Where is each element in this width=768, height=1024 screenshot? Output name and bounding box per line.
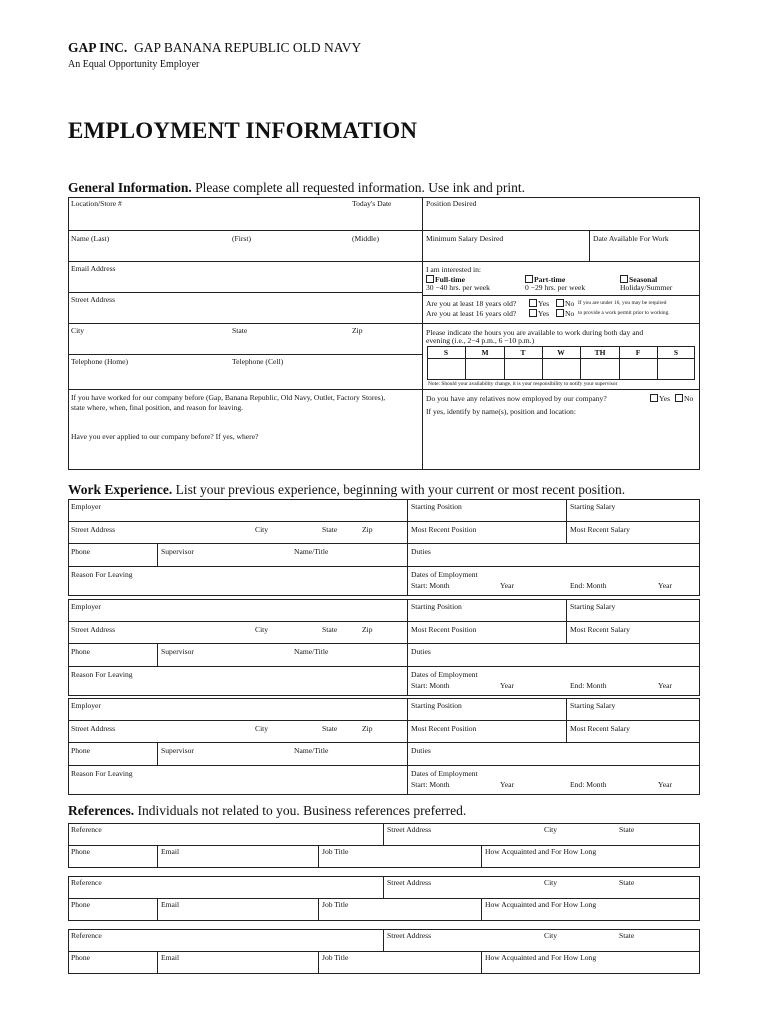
day-sunday: S — [443, 348, 449, 357]
day-wednesday: W — [557, 348, 565, 357]
starting-position-field[interactable]: Starting Position — [411, 701, 462, 710]
reference-email-field[interactable]: Email — [161, 953, 180, 962]
position-desired-field[interactable]: Position Desired — [426, 199, 477, 208]
date-available-field[interactable]: Date Available For Work — [593, 234, 669, 243]
age-16-yes-checkbox[interactable] — [529, 309, 537, 317]
references-heading: References. — [68, 803, 135, 818]
day-saturday: S — [673, 348, 679, 357]
supervisor-field[interactable]: Supervisor — [161, 746, 194, 755]
part-time-hours: 0 −29 hrs. per week — [525, 283, 586, 292]
references-section-heading — [68, 803, 466, 819]
age-18-no[interactable] — [556, 299, 574, 308]
recent-position-field[interactable]: Most Recent Position — [411, 724, 477, 733]
age-18-yes-label: Yes — [538, 299, 550, 308]
start-year-field[interactable]: Year — [500, 780, 514, 789]
starting-position-field[interactable]: Starting Position — [411, 602, 462, 611]
employer-city-field[interactable]: City — [255, 625, 269, 634]
name-first-field[interactable]: (First) — [232, 234, 251, 243]
general-section-heading — [68, 180, 525, 196]
telephone-cell-field[interactable]: Telephone (Cell) — [232, 357, 284, 366]
end-month-field[interactable]: End: Month — [570, 581, 607, 590]
recent-position-field[interactable]: Most Recent Position — [411, 525, 477, 534]
relatives-yes[interactable] — [650, 394, 670, 403]
employer-field[interactable]: Employer — [71, 602, 101, 611]
dates-employment-label: Dates of Employment — [411, 570, 478, 579]
reason-leaving-field[interactable]: Reason For Leaving — [71, 570, 133, 579]
employer-street-field[interactable]: Street Address — [71, 525, 116, 534]
full-time-label: Full-time — [435, 275, 465, 284]
day-friday: F — [635, 348, 641, 357]
age-16-yes-label: Yes — [538, 309, 550, 318]
name-middle-field[interactable]: (Middle) — [352, 234, 379, 243]
recent-salary-field[interactable]: Most Recent Salary — [570, 625, 630, 634]
email-field[interactable]: Email Address — [71, 264, 116, 273]
duties-field[interactable]: Duties — [411, 547, 431, 556]
relatives-yes-checkbox[interactable] — [650, 394, 658, 402]
age-18-question: Are you at least 18 years old? — [426, 299, 517, 308]
employer-zip-field[interactable]: Zip — [362, 625, 373, 634]
day-monday: M — [481, 348, 489, 357]
reference-state-field[interactable]: State — [619, 931, 635, 940]
relatives-question: Do you have any relatives now employed by our company? — [426, 394, 607, 403]
supervisor-name-title: Name/Title — [294, 547, 329, 556]
employer-field[interactable]: Employer — [71, 502, 101, 511]
relatives-no-checkbox[interactable] — [675, 394, 683, 402]
state-field[interactable]: State — [232, 326, 248, 335]
employer-city-field[interactable]: City — [255, 525, 269, 534]
company-name: GAP INC. — [68, 40, 128, 55]
duties-field[interactable]: Duties — [411, 746, 431, 755]
reference-job-title-field[interactable]: Job Title — [322, 900, 349, 909]
todays-date-field[interactable]: Today's Date — [352, 199, 392, 208]
starting-salary-field[interactable]: Starting Salary — [570, 502, 616, 511]
reference-street-field[interactable]: Street Address — [387, 931, 432, 940]
day-thursday: TH — [594, 348, 606, 357]
reference-email-field[interactable]: Email — [161, 847, 180, 856]
start-year-field[interactable]: Year — [500, 681, 514, 690]
start-month-field[interactable]: Start: Month — [411, 581, 450, 590]
starting-salary-field[interactable]: Starting Salary — [570, 701, 616, 710]
employer-state-field[interactable]: State — [322, 625, 338, 634]
supervisor-field[interactable]: Supervisor — [161, 547, 194, 556]
age-16-yes[interactable] — [529, 309, 549, 318]
supervisor-field[interactable]: Supervisor — [161, 647, 194, 656]
name-last-field[interactable]: Name (Last) — [71, 234, 110, 243]
age-16-no-checkbox[interactable] — [556, 309, 564, 317]
recent-salary-field[interactable]: Most Recent Salary — [570, 724, 630, 733]
reference-job-title-field[interactable]: Job Title — [322, 953, 349, 962]
full-time-hours: 30 −40 hrs. per week — [426, 283, 490, 292]
reference-how-long-field[interactable]: How Acquainted and For How Long — [485, 953, 597, 962]
worked-before-question[interactable]: If you have worked for our company before (Gap, Banana Republic, Old Navy, Outlet, Factory Stores), — [71, 393, 386, 402]
street-address-field[interactable]: Street Address — [71, 295, 116, 304]
employer-street-field[interactable]: Street Address — [71, 724, 116, 733]
full-time-checkbox[interactable] — [426, 275, 434, 283]
reference-how-long-field[interactable]: How Acquainted and For How Long — [485, 847, 597, 856]
start-month-field[interactable]: Start: Month — [411, 681, 450, 690]
reason-leaving-field[interactable]: Reason For Leaving — [71, 769, 133, 778]
work-heading: Work Experience. — [68, 482, 173, 497]
seasonal-sub: Holiday/Summer — [620, 283, 673, 292]
employer-state-field[interactable]: State — [322, 525, 338, 534]
location-store-field[interactable]: Location/Store # — [71, 199, 122, 208]
reference-city-field[interactable]: City — [544, 878, 558, 887]
general-instruction: Please complete all requested information. Use ink and print. — [195, 180, 526, 195]
employer-zip-field[interactable]: Zip — [362, 525, 373, 534]
reference-phone-field[interactable]: Phone — [71, 847, 90, 856]
relatives-no-label: No — [684, 394, 694, 403]
age-16-no[interactable] — [556, 309, 574, 318]
applied-before-question[interactable]: Have you ever applied to our company before? If yes, where? — [71, 432, 259, 441]
relatives-yes-label: Yes — [659, 394, 671, 403]
employer-city-field[interactable]: City — [255, 724, 269, 733]
eeo-statement: An Equal Opportunity Employer — [68, 59, 200, 70]
dates-employment-label: Dates of Employment — [411, 769, 478, 778]
day-tuesday: T — [520, 348, 526, 357]
work-permit-note: If you are under 16, you may be required — [578, 300, 667, 306]
end-month-field[interactable]: End: Month — [570, 780, 607, 789]
availability-note: Note: Should your availability change, it is your responsibility to notify your supervisor — [428, 381, 618, 387]
reference-state-field[interactable]: State — [619, 878, 635, 887]
part-time-checkbox[interactable] — [525, 275, 533, 283]
starting-salary-field[interactable]: Starting Salary — [570, 602, 616, 611]
supervisor-name-title: Name/Title — [294, 647, 329, 656]
age-16-no-label: No — [565, 309, 575, 318]
seasonal-label: Seasonal — [629, 275, 658, 284]
age-18-yes-checkbox[interactable] — [529, 299, 537, 307]
reference-street-field[interactable]: Street Address — [387, 825, 432, 834]
minimum-salary-field[interactable]: Minimum Salary Desired — [426, 234, 504, 243]
age-18-no-checkbox[interactable] — [556, 299, 564, 307]
age-18-no-label: No — [565, 299, 575, 308]
duties-field[interactable]: Duties — [411, 647, 431, 656]
reference-how-long-field[interactable]: How Acquainted and For How Long — [485, 900, 597, 909]
reference-name-field[interactable]: Reference — [71, 931, 102, 940]
reference-phone-field[interactable]: Phone — [71, 900, 90, 909]
interested-in-label: I am interested in: — [426, 265, 482, 274]
employer-phone-field[interactable]: Phone — [71, 746, 90, 755]
general-heading: General Information. — [68, 180, 192, 195]
start-month-field[interactable]: Start: Month — [411, 780, 450, 789]
hours-instruction-cont: evening (i.e., 2−4 p.m., 6 −10 p.m.) — [426, 336, 535, 345]
references-instruction: Individuals not related to you. Business references preferred. — [137, 803, 467, 818]
worked-before-question-cont: state where, when, final position, and reason for leaving. — [71, 403, 244, 412]
reference-street-field[interactable]: Street Address — [387, 878, 432, 887]
starting-position-field[interactable]: Starting Position — [411, 502, 462, 511]
employer-field[interactable]: Employer — [71, 701, 101, 710]
hours-instruction: Please indicate the hours you are available to work during both day and — [426, 328, 644, 337]
end-year-field[interactable]: Year — [658, 581, 672, 590]
employer-zip-field[interactable]: Zip — [362, 724, 373, 733]
page-title: EMPLOYMENT INFORMATION — [68, 118, 418, 143]
recent-position-field[interactable]: Most Recent Position — [411, 625, 477, 634]
reason-leaving-field[interactable]: Reason For Leaving — [71, 670, 133, 679]
work-permit-note-cont: to provide a work permit prior to working. — [578, 310, 670, 316]
age-18-yes[interactable] — [529, 299, 549, 308]
employer-state-field[interactable]: State — [322, 724, 338, 733]
reference-city-field[interactable]: City — [544, 825, 558, 834]
relatives-no[interactable] — [675, 394, 693, 403]
seasonal-checkbox[interactable] — [620, 275, 628, 283]
company-header — [68, 40, 361, 56]
reference-state-field[interactable]: State — [619, 825, 635, 834]
reference-job-title-field[interactable]: Job Title — [322, 847, 349, 856]
city-field[interactable]: City — [71, 326, 85, 335]
reference-city-field[interactable]: City — [544, 931, 558, 940]
recent-salary-field[interactable]: Most Recent Salary — [570, 525, 630, 534]
employer-street-field[interactable]: Street Address — [71, 625, 116, 634]
end-year-field[interactable]: Year — [658, 780, 672, 789]
zip-field[interactable]: Zip — [352, 326, 363, 335]
start-year-field[interactable]: Year — [500, 581, 514, 590]
employer-phone-field[interactable]: Phone — [71, 547, 90, 556]
reference-email-field[interactable]: Email — [161, 900, 180, 909]
brand-list: GAP BANANA REPUBLIC OLD NAVY — [134, 40, 362, 55]
part-time-label: Part-time — [534, 275, 566, 284]
end-year-field[interactable]: Year — [658, 681, 672, 690]
reference-name-field[interactable]: Reference — [71, 878, 102, 887]
reference-name-field[interactable]: Reference — [71, 825, 102, 834]
work-instruction: List your previous experience, beginning with your current or most recent position. — [175, 482, 626, 497]
age-16-question: Are you at least 16 years old? — [426, 309, 517, 318]
reference-phone-field[interactable]: Phone — [71, 953, 90, 962]
employer-phone-field[interactable]: Phone — [71, 647, 90, 656]
work-section-heading — [68, 482, 625, 498]
dates-employment-label: Dates of Employment — [411, 670, 478, 679]
end-month-field[interactable]: End: Month — [570, 681, 607, 690]
supervisor-name-title: Name/Title — [294, 746, 329, 755]
telephone-home-field[interactable]: Telephone (Home) — [71, 357, 129, 366]
relatives-identify-field[interactable]: If yes, identify by name(s), position and location: — [426, 407, 576, 416]
